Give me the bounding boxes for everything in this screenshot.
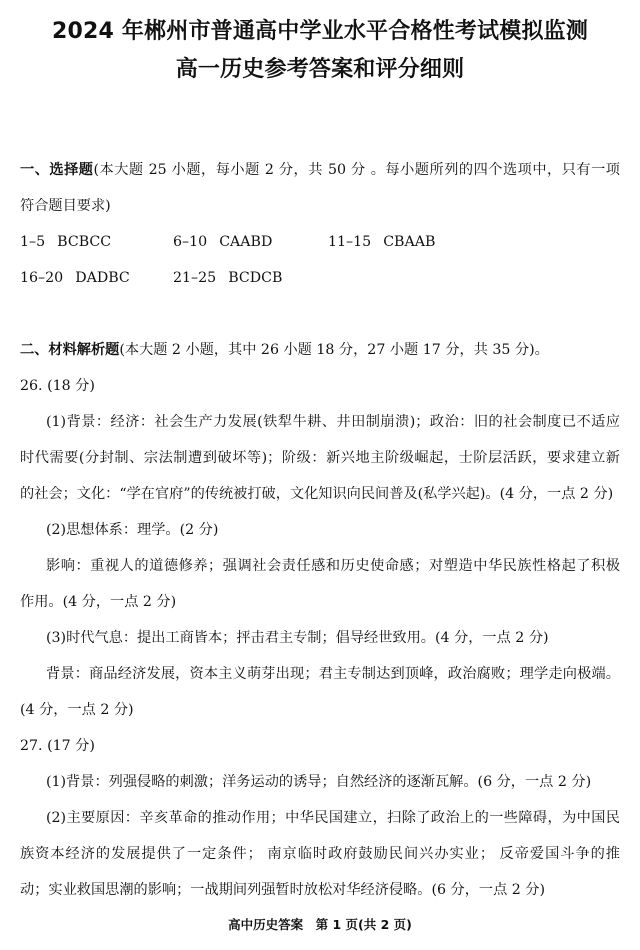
q26-part1-line3: 的社会；文化：“学在官府”的传统被打破，文化知识向民间普及(私学兴起)。(4 分，一点 2 分)	[20, 486, 614, 502]
q26-part1-line1: (1)背景：经济：社会生产力发展(铁犁牛耕、井田制崩溃)；政治：旧的社会制度已不适应	[46, 414, 620, 430]
answer-group: 16–20 DADBC	[20, 270, 130, 286]
q27-part1: (1)背景：列强侵略的刺激；洋务运动的诱导；自然经济的逐渐瓦解。(6 分，一点 2 分)	[46, 774, 592, 790]
answer-group: 21–25 BCDCB	[173, 270, 283, 286]
q26-part3-background-line1: 背景：商品经济发展，资本主义萌芽出现；君主专制达到顶峰，政治腐败；理学走向极端。	[46, 666, 620, 682]
q26-part2: (2)思想体系：理学。(2 分)	[46, 522, 219, 538]
section2-label: 二、材料解析题	[20, 342, 120, 358]
section1-intro-line1: 一、选择题(本大题 25 小题，每小题 2 分，共 50 分 。每小题所列的四个选项中，只有一项	[20, 162, 620, 178]
q27-heading: 27. (17 分)	[20, 738, 95, 754]
section1-intro-line2: 符合题目要求)	[20, 198, 111, 214]
answer-group: 6–10 CAABD	[173, 234, 273, 250]
q27-part2-line3: 动；实业救国思潮的影响；一战期间列强暂时放松对华经济侵略。(6 分，一点 2 分)	[20, 882, 546, 898]
q26-part3: (3)时代气息：提出工商皆本；抨击君主专制；倡导经世致用。(4 分，一点 2 分)	[46, 630, 549, 646]
section2-intro: 二、材料解析题(本大题 2 小题，其中 26 小题 18 分，27 小题 17 分，共 35 分)。	[20, 342, 549, 358]
page-title-line1: 2024 年郴州市普通高中学业水平合格性考试模拟监测	[51, 19, 589, 44]
q27-part2-line2: 族资本经济的发展提供了一定条件； 南京临时政府鼓励民间兴办实业； 反帝爱国斗争的推	[20, 846, 620, 862]
q27-part2-line1: (2)主要原因：辛亥革命的推动作用；中华民国建立，扫除了政治上的一些障碍，为中国民	[46, 810, 620, 826]
page-title-line2: 高一历史参考答案和评分细则	[175, 57, 465, 82]
page-footer: 高中历史答案 第 1 页(共 2 页)	[228, 917, 412, 932]
q26-part2-impact-line1: 影响：重视人的道德修养；强调社会责任感和历史使命感；对塑造中华民族性格起了积极	[46, 558, 620, 574]
q26-heading: 26. (18 分)	[20, 378, 95, 394]
q26-part3-background-line2: (4 分，一点 2 分)	[20, 702, 134, 718]
q26-part2-impact-line2: 作用。(4 分，一点 2 分)	[20, 594, 177, 610]
answer-group: 1–5 BCBCC	[20, 234, 112, 250]
q26-part1-line2: 时代需要(分封制、宗法制遭到破坏等)；阶级：新兴地主阶级崛起，士阶层活跃，要求建立新	[20, 450, 620, 466]
answer-group: 11–15 CBAAB	[328, 234, 436, 250]
section1-label: 一、选择题	[20, 162, 94, 178]
